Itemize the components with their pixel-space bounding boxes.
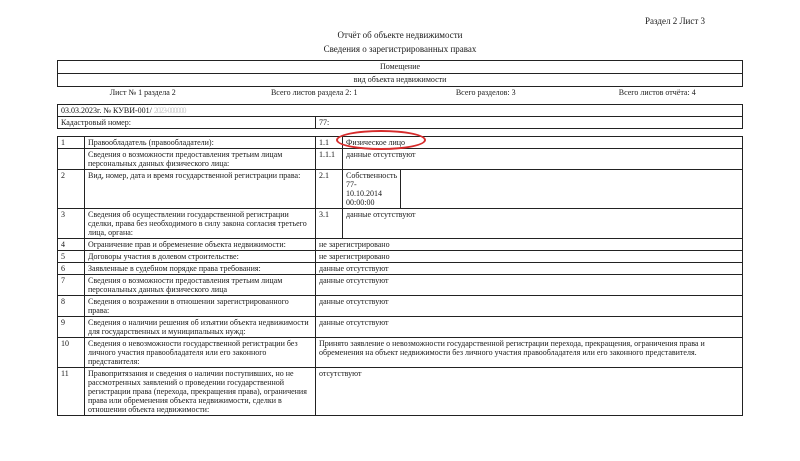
table-row [58, 317, 743, 338]
row-value: данные отсутствуют [316, 263, 743, 275]
row-number: 8 [58, 296, 85, 317]
row-number: 11 [58, 368, 85, 416]
cadastral-value: 77: [316, 117, 743, 129]
row-label: Сведения о наличии решения об изъятии объекта недвижимости для государственных и муниципальных нужд: [85, 317, 316, 338]
registration-value [343, 170, 401, 209]
registration-datetime: 10.10.2014 00:00:00 [346, 189, 382, 207]
row-subnumber: 2.1 [316, 170, 343, 209]
table-row [58, 137, 743, 149]
row-subnumber: 1.1.1 [316, 149, 343, 170]
row-label: Сведения об осуществлении государственной регистрации сделки, права без необходимого в силу закона согласия третьего лица, органа: [85, 209, 316, 239]
row-value: не зарегистрировано [316, 239, 743, 251]
row-number: 5 [58, 251, 85, 263]
report-title: Отчёт об объекте недвижимости [337, 30, 463, 40]
rights-table [57, 136, 743, 416]
sheet-number: Лист № 1 раздела 2 [109, 88, 176, 97]
row-label: Договоры участия в долевом строительстве: [85, 251, 316, 263]
row-number: 4 [58, 239, 85, 251]
object-type-caption: вид объекта недвижимости [58, 74, 743, 87]
total-sections: Всего разделов: 3 [455, 88, 516, 97]
empty-cell [401, 170, 743, 209]
row-value: отсутствуют [316, 368, 743, 416]
row-value: данные отсутствуют [316, 317, 743, 338]
row-number: 7 [58, 275, 85, 296]
registration-number: 77- [346, 180, 357, 189]
right-type: Собственность [346, 171, 398, 180]
table-row [58, 251, 743, 263]
row-number: 6 [58, 263, 85, 275]
row-subnumber: 3.1 [316, 209, 343, 239]
owner-value: Физическое лицо [343, 137, 743, 149]
row-value: данные отсутствуют [343, 149, 743, 170]
row-label: Правообладатель (правообладатели): [85, 137, 316, 149]
sheet-info-row [57, 87, 743, 99]
table-row [58, 239, 743, 251]
table-row [58, 170, 743, 209]
row-label: Сведения о возражении в отношении зарегистрированного права: [85, 296, 316, 317]
table-row [58, 338, 743, 368]
total-sheets-section: Всего листов раздела 2: 1 [270, 88, 358, 97]
row-value: данные отсутствуют [316, 275, 743, 296]
row-number: 10 [58, 338, 85, 368]
row-label: Правопритязания и сведения о наличии поступивших, но не рассмотренных заявлений о проведении государственной регистрации права (перехода, прекращения права), ограничения права или обременения объекта недвижимости, сделки в отношении объекта недвижимости: [85, 368, 316, 416]
section-sheet-label: Раздел 2 Лист 3 [645, 16, 706, 26]
table-row [58, 368, 743, 416]
row-label: Сведения о невозможности государственной регистрации без личного участия правообладателя или его законного представителя: [85, 338, 316, 368]
row-label: Сведения о возможности предоставления третьим лицам персональных данных физического лица: [85, 149, 316, 170]
row-value: не зарегистрировано [316, 251, 743, 263]
row-value: Принято заявление о невозможности государственной регистрации перехода, прекращения, ограничения права и обременения на объект недвижимости без личного участия правообладателя или его законного представителя. [316, 338, 743, 368]
cadastral-table [57, 104, 743, 129]
row-number: 2 [58, 170, 85, 209]
object-type-table [57, 60, 743, 87]
row-label: Сведения о возможности предоставления третьим лицам персональных данных физического лица [85, 275, 316, 296]
report-subtitle: Сведения о зарегистрированных правах [323, 44, 477, 54]
row-label: Ограничение прав и обременение объекта недвижимости: [85, 239, 316, 251]
object-type-value: Помещение [58, 61, 743, 74]
row-number: 9 [58, 317, 85, 338]
table-row [58, 209, 743, 239]
request-date-number: 03.03.2023г. № КУВИ-001/ 2023-000000 [58, 105, 743, 117]
row-label: Заявленные в судебном порядке права требования: [85, 263, 316, 275]
row-number: 1 [58, 137, 85, 149]
row-number: 3 [58, 209, 85, 239]
table-row [58, 296, 743, 317]
row-value: данные отсутствуют [343, 209, 743, 239]
table-row [58, 149, 743, 170]
row-value: данные отсутствуют [316, 296, 743, 317]
table-row [58, 263, 743, 275]
redacted-number: 2023-000000 [153, 106, 186, 115]
row-subnumber: 1.1 [316, 137, 343, 149]
total-sheets-report: Всего листов отчёта: 4 [618, 88, 696, 97]
table-row [58, 275, 743, 296]
row-number [58, 149, 85, 170]
row-label: Вид, номер, дата и время государственной регистрации права: [85, 170, 316, 209]
cadastral-label: Кадастровый номер: [58, 117, 316, 129]
